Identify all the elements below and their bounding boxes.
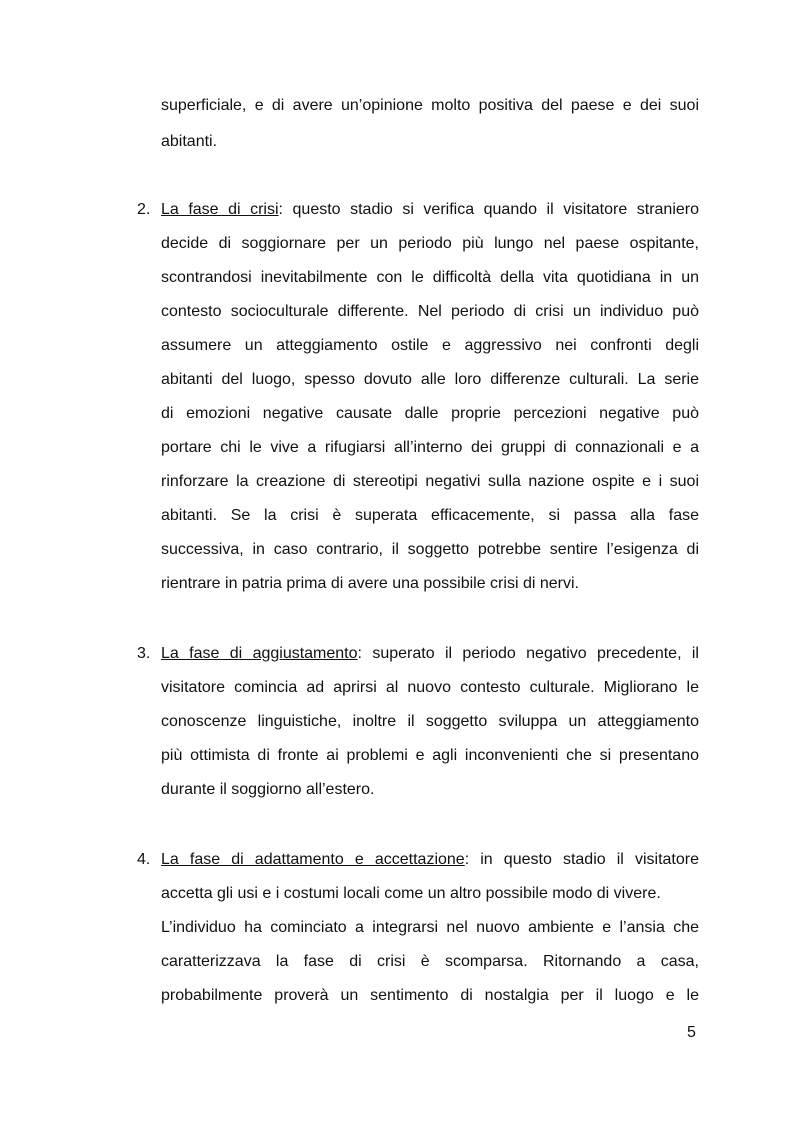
item-2-title: La fase di crisi [161, 201, 279, 218]
list-number-2: 2. [137, 201, 151, 218]
item-4-first-rest: : in questo stadio il visitatore [464, 851, 699, 868]
item-4-line: caratterizzava la fase di crisi è scomparsa. Ritornando a casa, [161, 953, 699, 970]
intro-line-1: superficiale, e di avere un’opinione molto positiva del paese e dei suoi [161, 97, 699, 114]
item-2-line: abitanti del luogo, spesso dovuto alle loro differenze culturali. La serie [161, 371, 699, 388]
item-4-first-line [161, 850, 699, 870]
intro-line-2: abitanti. [161, 133, 218, 150]
item-2-line: abitanti. Se la crisi è superata efficacemente, si passa alla fase [161, 507, 699, 524]
item-2-line: contesto socioculturale differente. Nel periodo di crisi un individuo può [161, 303, 699, 320]
item-3-line: conoscenze linguistiche, inoltre il soggetto sviluppa un atteggiamento [161, 713, 699, 730]
item-4-line: accetta gli usi e i costumi locali come un altro possibile modo di vivere. [161, 885, 661, 902]
item-2-line: decide di soggiornare per un periodo più lungo nel paese ospitante, [161, 235, 699, 252]
list-number-3: 3. [137, 645, 151, 662]
item-2-line: portare chi le vive a rifugiarsi all’interno dei gruppi di connazionali e a [161, 439, 699, 456]
item-3-title: La fase di aggiustamento [161, 645, 358, 662]
item-2-line: assumere un atteggiamento ostile e aggressivo nei confronti degli [161, 337, 699, 354]
list-number-4: 4. [137, 851, 151, 868]
item-2-first-rest: : questo stadio si verifica quando il visitatore straniero [278, 201, 700, 218]
item-4-line: probabilmente proverà un sentimento di nostalgia per il luogo e le [161, 987, 699, 1004]
item-3-line: visitatore comincia ad aprirsi al nuovo contesto culturale. Migliorano le [161, 679, 699, 696]
item-2-first-line [161, 200, 699, 220]
item-2-line: rientrare in patria prima di avere una possibile crisi di nervi. [161, 575, 579, 592]
item-2-line: scontrandosi inevitabilmente con le difficoltà della vita quotidiana in un [161, 269, 699, 286]
item-3-first-line [161, 644, 699, 664]
item-2-line: di emozioni negative causate dalle proprie percezioni negative può [161, 405, 699, 422]
item-3-first-rest: : superato il periodo negativo precedente, il [357, 645, 699, 662]
item-2-line: successiva, in caso contrario, il soggetto potrebbe sentire l’esigenza di [161, 541, 699, 558]
item-3-line: più ottimista di fronte ai problemi e agli inconvenienti che si presentano [161, 747, 699, 764]
item-4-title: La fase di adattamento e accettazione [161, 851, 465, 868]
page-number: 5 [687, 1024, 696, 1041]
item-3-line: durante il soggiorno all’estero. [161, 781, 375, 798]
item-2-line: rinforzare la creazione di stereotipi negativi sulla nazione ospite e i suoi [161, 473, 699, 490]
item-4-line: L’individuo ha cominciato a integrarsi nel nuovo ambiente e l’ansia che [161, 919, 699, 936]
